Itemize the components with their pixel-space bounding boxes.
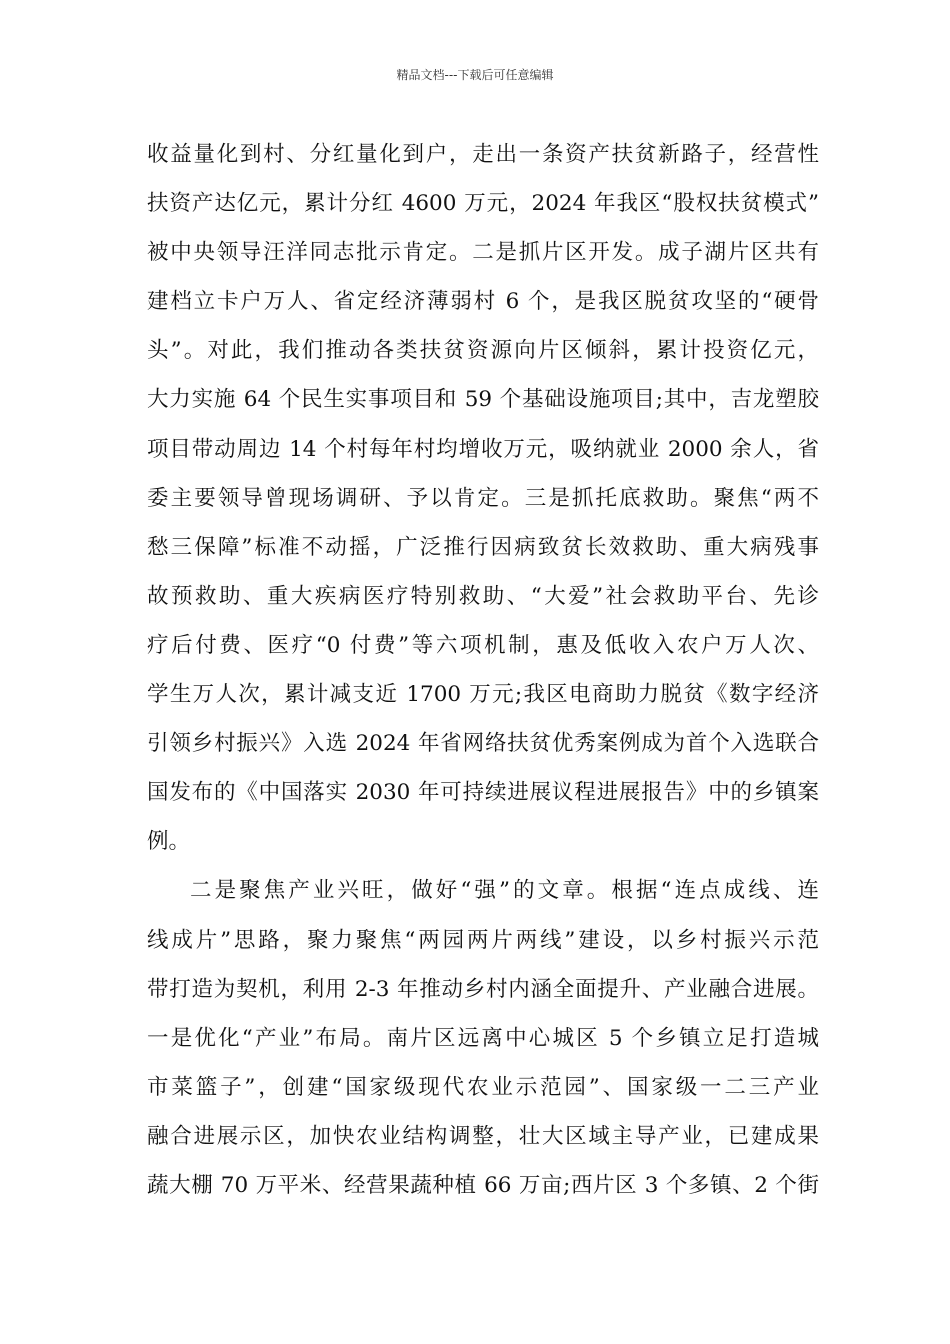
text-line: 项目带动周边 14 个村每年村均增收万元，吸纳就业 2000 余人，省	[147, 436, 819, 462]
text-line: 引领乡村振兴》入选 2024 年省网络扶贫优秀案例成为首个入选联合	[147, 731, 819, 757]
text-line: 学生万人次，累计减支近 1700 万元;我区电商助力脱贫《数字经济	[147, 682, 819, 708]
text-line: 愁三保障”标准不动摇，广泛推行因病致贫长效救助、重大病残事	[147, 534, 819, 560]
text-line: 带打造为契机，利用 2-3 年推动乡村内涵全面提升、产业融合进展。	[147, 976, 819, 1002]
text-line: 建档立卡户万人、省定经济薄弱村 6 个，是我区脱贫攻坚的“硬骨	[147, 289, 819, 315]
document-body	[147, 130, 819, 1210]
text-line: 故预救助、重大疾病医疗特别救助、“大爱”社会救助平台、先诊	[147, 583, 819, 609]
text-line: 国发布的《中国落实 2030 年可持续进展议程进展报告》中的乡镇案	[147, 780, 819, 806]
text-line: 疗后付费、医疗“0 付费”等六项机制，惠及低收入农户万人次、	[147, 632, 819, 658]
text-line: 被中央领导汪洋同志批示肯定。二是抓片区开发。成子湖片区共有	[147, 240, 819, 266]
text-line: 例。	[147, 829, 191, 855]
text-line: 收益量化到村、分红量化到户，走出一条资产扶贫新路子，经营性	[147, 142, 819, 167]
text-line: 蔬大棚 70 万平米、经营果蔬种植 66 万亩;西片区 3 个多镇、2 个街	[147, 1172, 819, 1198]
paragraph-first-line: 二是聚焦产业兴旺，做好“强”的文章。根据“连点成线、连	[190, 878, 819, 904]
text-line: 市菜篮子”，创建“国家级现代农业示范园”、国家级一二三产业	[147, 1074, 819, 1100]
text-line: 委主要领导曾现场调研、予以肯定。三是抓托底救助。聚焦“两不	[147, 485, 819, 511]
text-line: 线成片”思路，聚力聚焦“两园两片两线”建设，以乡村振兴示范	[147, 927, 819, 953]
text-line: 扶资产达亿元，累计分红 4600 万元，2024 年我区“股权扶贫模式”	[147, 191, 819, 217]
text-line: 融合进展示区，加快农业结构调整，壮大区域主导产业，已建成果	[147, 1123, 819, 1149]
text-line: 大力实施 64 个民生实事项目和 59 个基础设施项目;其中，吉龙塑胶	[147, 387, 819, 413]
text-line: 一是优化“产业”布局。南片区远离中心城区 5 个乡镇立足打造城	[147, 1025, 819, 1051]
page-header: 精品文档---下载后可任意编辑	[396, 68, 554, 82]
text-line: 头”。对此，我们推动各类扶贫资源向片区倾斜，累计投资亿元，	[147, 338, 819, 364]
